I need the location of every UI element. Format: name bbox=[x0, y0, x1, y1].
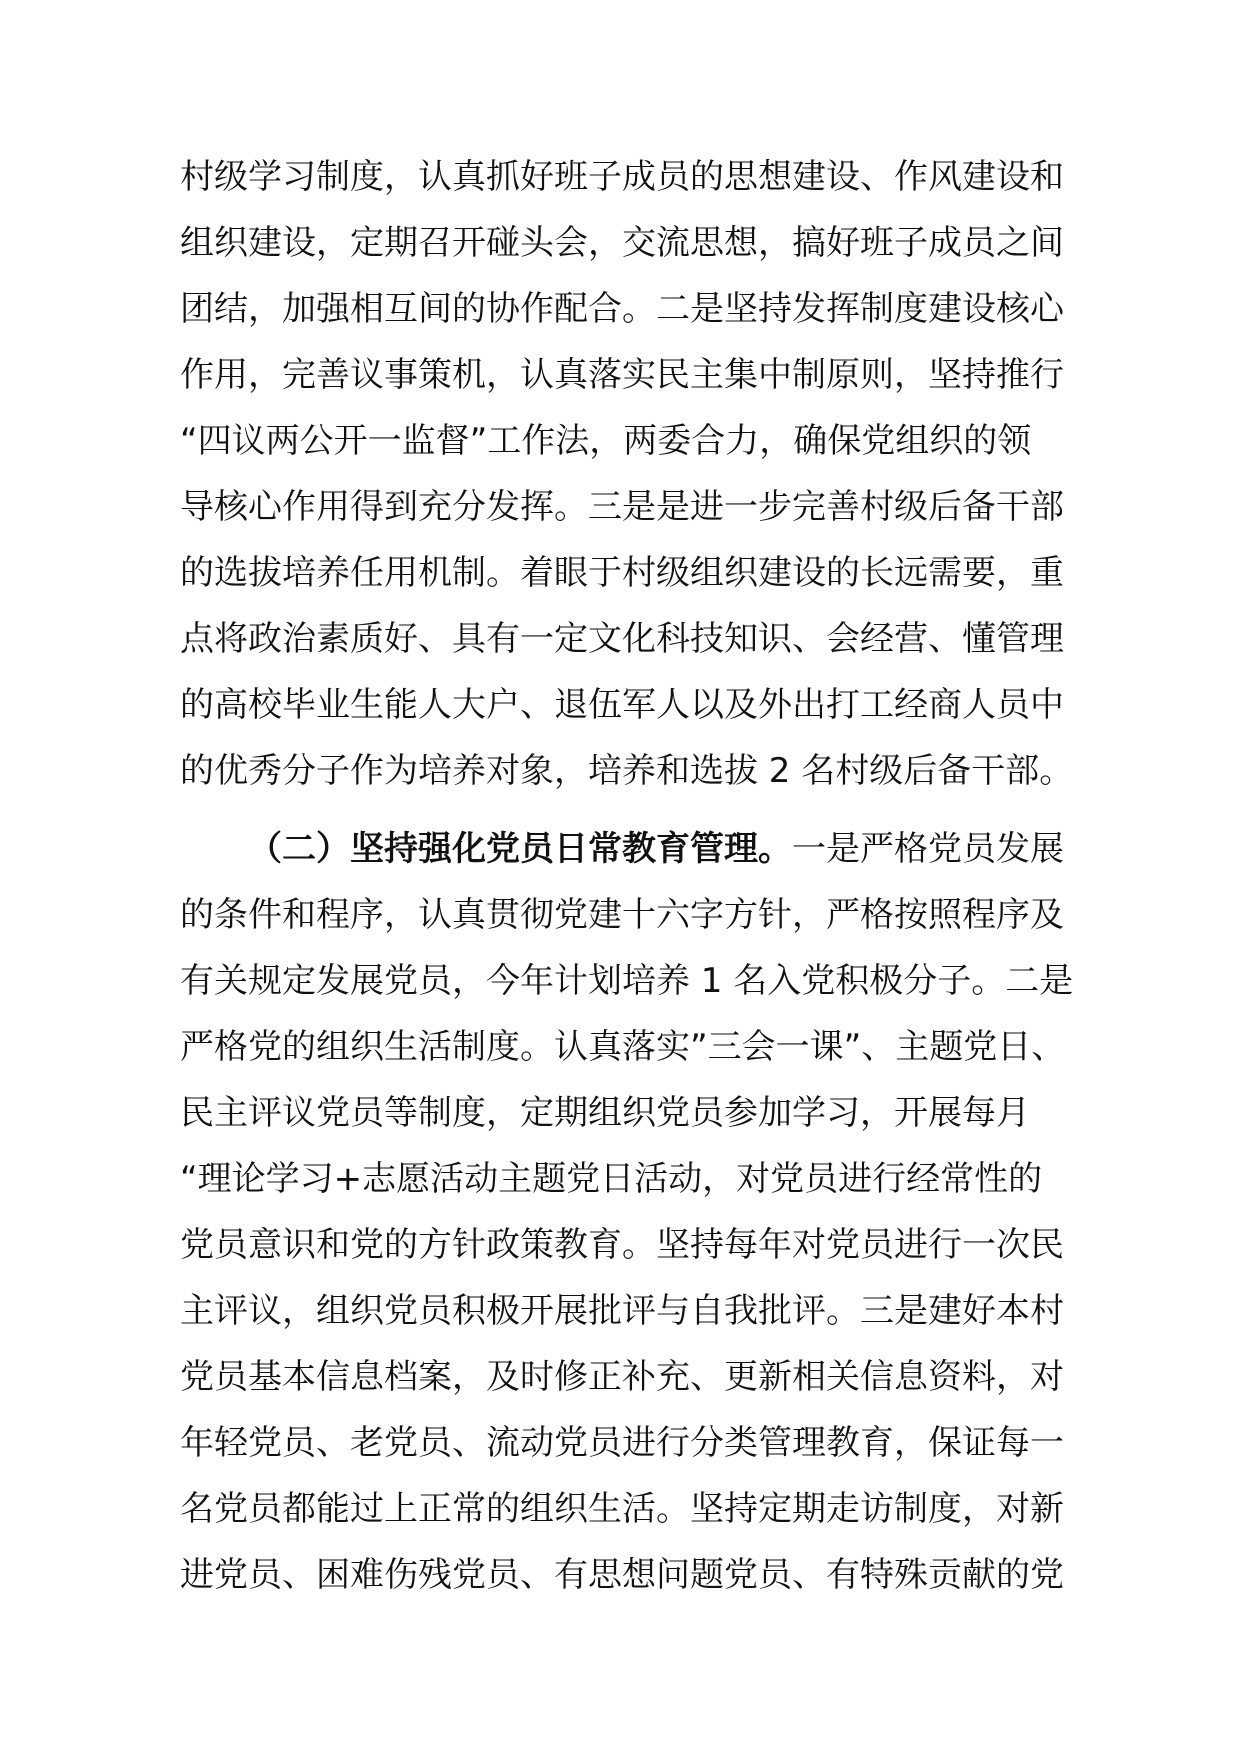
body-line: 团结，加强相互间的协作配合。二是坚持发挥制度建设核心 bbox=[180, 289, 1064, 329]
body-line: 的选拔培养任用机制。着眼于村级组织建设的长远需要，重 bbox=[180, 553, 1064, 593]
body-line: 作用，完善议事策机，认真落实民主集中制原则，坚持推行 bbox=[180, 355, 1064, 395]
body-line: 组织建设，定期召开碰头会，交流思想，搞好班子成员之间 bbox=[180, 223, 1064, 263]
section-first-line-text: 一是严格党员发展 bbox=[792, 829, 1064, 869]
paragraph-gap bbox=[180, 804, 1080, 816]
body-line: 的优秀分子作为培养对象，培养和选拔 2 名村级后备干部。 bbox=[180, 751, 1074, 791]
body-line: 民主评议党员等制度，定期组织党员参加学习，开展每月 bbox=[180, 1093, 1030, 1133]
body-line: 有关规定发展党员，今年计划培养 1 名入党积极分子。二是 bbox=[180, 961, 1074, 1001]
body-line: 进党员、困难伤残党员、有思想问题党员、有特殊贡献的党 bbox=[180, 1555, 1064, 1595]
body-line: 年轻党员、老党员、流动党员进行分类管理教育，保证每一 bbox=[180, 1423, 1064, 1463]
body-line: 的条件和程序，认真贯彻党建十六字方针，严格按照程序及 bbox=[180, 895, 1064, 935]
section-heading-line bbox=[180, 816, 1080, 882]
body-line: “四议两公开一监督”工作法，两委合力，确保党组织的领 bbox=[180, 421, 1032, 461]
body-line: 党员意识和党的方针政策教育。坚持每年对党员进行一次民 bbox=[180, 1225, 1064, 1265]
section-heading: （二）坚持强化党员日常教育管理。 bbox=[248, 829, 792, 869]
body-line: 主评议，组织党员积极开展批评与自我批评。三是建好本村 bbox=[180, 1291, 1064, 1331]
body-line: 点将政治素质好、具有一定文化科技知识、会经营、懂管理 bbox=[180, 619, 1064, 659]
body-line: 名党员都能过上正常的组织生活。坚持定期走访制度，对新 bbox=[180, 1489, 1064, 1529]
body-line: 的高校毕业生能人大户、退伍军人以及外出打工经商人员中 bbox=[180, 685, 1064, 725]
document-body bbox=[180, 144, 1080, 1608]
body-line: “理论学习+志愿活动主题党日活动，对党员进行经常性的 bbox=[180, 1159, 1043, 1199]
body-line: 党员基本信息档案，及时修正补充、更新相关信息资料，对 bbox=[180, 1357, 1064, 1397]
body-line: 严格党的组织生活制度。认真落实”三会一课”、主题党日、 bbox=[180, 1027, 1066, 1067]
body-line: 村级学习制度，认真抓好班子成员的思想建设、作风建设和 bbox=[180, 157, 1064, 197]
body-line: 导核心作用得到充分发挥。三是是进一步完善村级后备干部 bbox=[180, 487, 1064, 527]
